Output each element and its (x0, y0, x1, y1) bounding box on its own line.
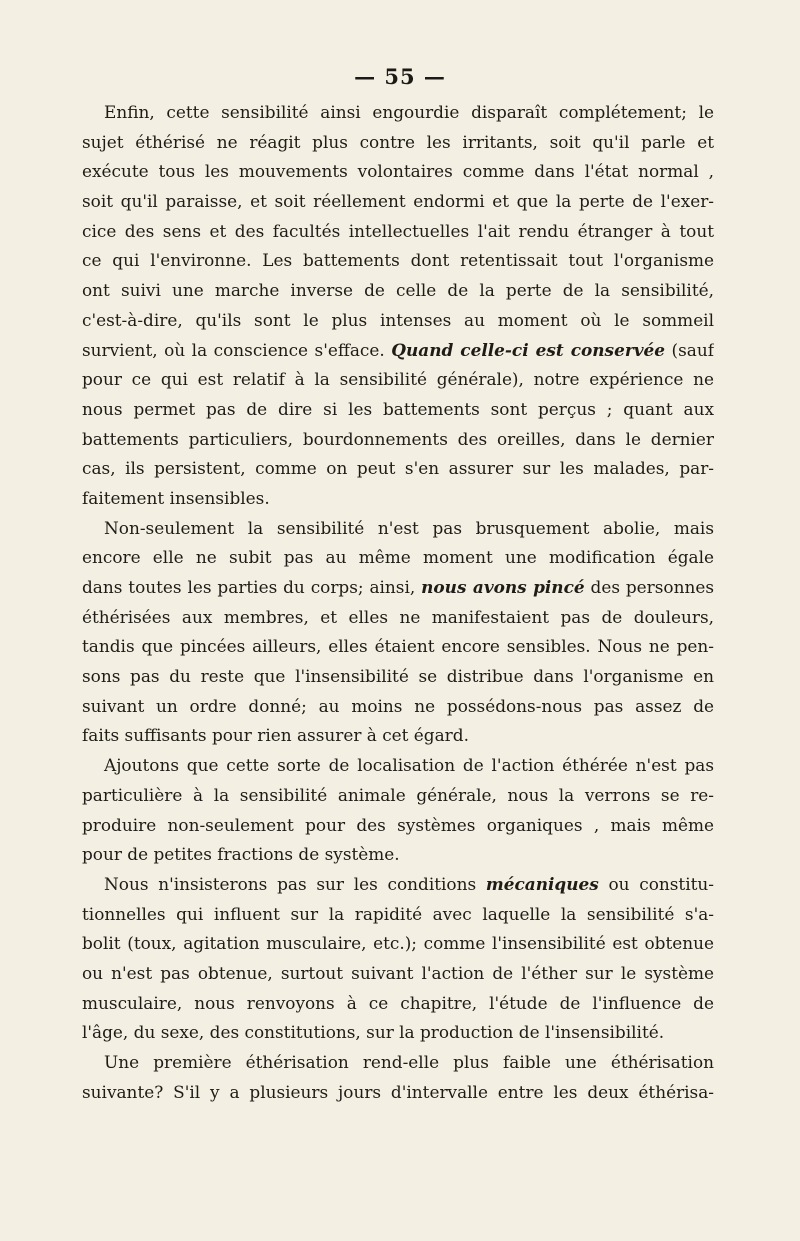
text-line (82, 959, 714, 989)
text-line (82, 187, 714, 217)
text-line (82, 989, 714, 1019)
text-segment: faits suffisants pour rien assurer à cet égard. (82, 725, 469, 746)
text-line (82, 840, 714, 870)
text-line (82, 900, 714, 930)
text-segment: suivant un ordre donné; au moins ne possédons-nous pas assez de (82, 695, 714, 716)
text-line (82, 603, 714, 633)
text-segment: pour de petites fractions de système. (82, 844, 400, 865)
text-line (82, 1078, 714, 1108)
text-line (82, 632, 714, 662)
text-line (82, 157, 714, 187)
text-segment: survient, où la conscience s'efface. (82, 339, 392, 360)
text-segment: ce qui l'environne. Les battements dont retentissait tout l'organisme (82, 250, 714, 271)
text-segment: exécute tous les mouvements volontaires comme dans l'état normal , (82, 161, 714, 182)
text-line (82, 514, 714, 544)
text-segment: encore elle ne subit pas au même moment une modification égale (82, 547, 714, 568)
text-line (82, 484, 714, 514)
text-line (82, 870, 714, 900)
text-line (82, 454, 714, 484)
text-line (82, 217, 714, 247)
text-segment: ont suivi une marche inverse de celle de la perte de la sensibilité, (82, 280, 714, 301)
text-line (82, 781, 714, 811)
text-line (82, 811, 714, 841)
text-segment: cice des sens et des facultés intellectuelles l'ait rendu étranger à tout (82, 220, 714, 241)
text-segment: tandis que pincées ailleurs, elles étaient encore sensibles. Nous ne pen- (82, 636, 714, 657)
text-segment: suivante? S'il y a plusieurs jours d'intervalle entre les deux éthérisa- (82, 1081, 714, 1102)
text-segment: des personnes (584, 577, 714, 597)
text-segment: Nous n'insisterons pas sur les conditions (104, 873, 486, 894)
text-segment: dans toutes les parties du corps; ainsi, (82, 577, 422, 597)
text-segment: éthérisées aux membres, et elles ne manifestaient pas de douleurs, (82, 606, 714, 627)
text-segment: particulière à la sensibilité animale générale, nous la verrons se re- (82, 784, 714, 805)
text-segment: sujet éthérisé ne réagit plus contre les irritants, soit qu'il parle et (82, 131, 714, 152)
text-segment: l'âge, du sexe, des constitutions, sur la production de l'insensibilité. (82, 1022, 665, 1043)
text-line (82, 751, 714, 781)
text-line (82, 395, 714, 425)
italic-phrase: mécaniques (485, 873, 599, 894)
text-segment: cas, ils persistent, comme on peut s'en assurer sur les malades, par- (82, 458, 714, 479)
italic-phrase: nous avons pincé (421, 577, 585, 597)
text-line (82, 929, 714, 959)
text-segment: nous permet pas de dire si les battements sont perçus ; quant aux (82, 398, 714, 419)
italic-phrase: Quand celle-ci est conservée (391, 339, 666, 360)
text-segment: Non-seulement la sensibilité n'est pas brusquement abolie, mais (104, 517, 714, 538)
text-segment: sons pas du reste que l'insensibilité se distribue dans l'organisme en (82, 666, 714, 687)
text-segment: ou n'est pas obtenue, surtout suivant l'action de l'éther sur le système (82, 962, 714, 983)
text-segment: c'est-à-dire, qu'ils sont le plus intenses au moment où le sommeil (82, 309, 714, 330)
body-text (82, 98, 714, 1107)
text-line (82, 246, 714, 276)
text-segment: Une première éthérisation rend-elle plus faible une éthérisation (104, 1052, 714, 1072)
text-line (82, 721, 714, 751)
text-segment: faitement insensibles. (82, 487, 270, 508)
text-line (82, 336, 714, 366)
text-segment: Ajoutons que cette sorte de localisation de l'action éthérée n'est pas (104, 755, 714, 776)
text-line (82, 1048, 714, 1078)
text-segment: (sauf (665, 339, 714, 360)
text-line (82, 365, 714, 395)
text-line (82, 98, 714, 128)
text-line (82, 1018, 714, 1048)
text-segment: tionnelles qui influent sur la rapidité avec laquelle la sensibilité s'a- (82, 903, 714, 924)
text-line (82, 573, 714, 603)
text-line (82, 692, 714, 722)
page-number: — 55 — (354, 64, 446, 89)
text-segment: Enfin, cette sensibilité ainsi engourdie disparaît complétement; le (104, 102, 714, 122)
text-line (82, 543, 714, 573)
text-line (82, 662, 714, 692)
text-segment: soit qu'il paraisse, et soit réellement endormi et que la perte de l'exer- (82, 191, 714, 212)
text-segment: produire non-seulement pour des systèmes organiques , mais même (82, 814, 714, 835)
text-segment: battements particuliers, bourdonnements des oreilles, dans le dernier (82, 428, 714, 449)
text-segment: pour ce qui est relatif à la sensibilité générale), notre expérience ne (82, 369, 714, 390)
text-segment: ou constitu- (598, 873, 714, 894)
text-line (82, 425, 714, 455)
text-line (82, 306, 714, 336)
text-line (82, 128, 714, 158)
text-segment: musculaire, nous renvoyons à ce chapitre, l'étude de l'influence de (82, 992, 714, 1013)
text-line (82, 276, 714, 306)
text-segment: bolit (toux, agitation musculaire, etc.); comme l'insensibilité est obtenue (82, 933, 714, 954)
